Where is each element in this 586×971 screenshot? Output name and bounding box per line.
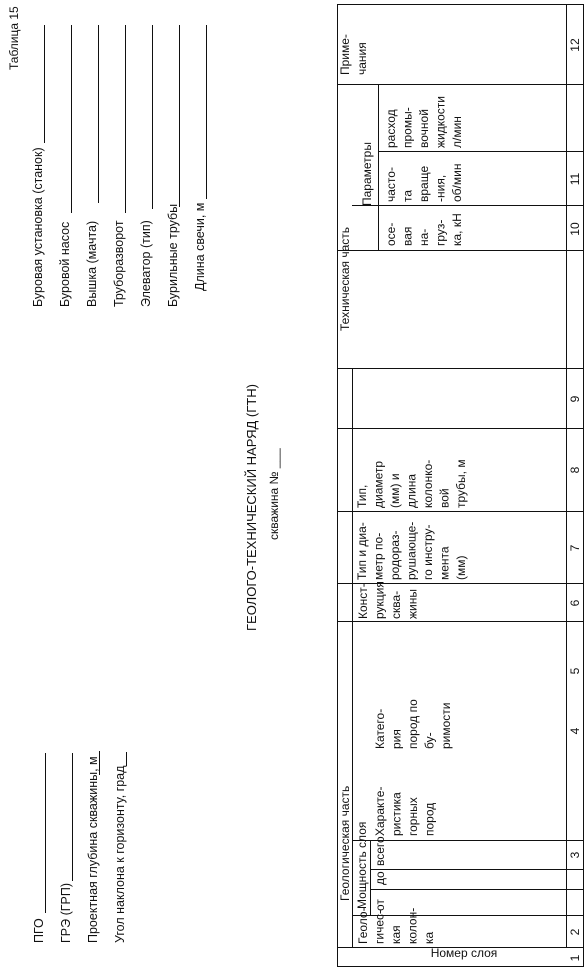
column-number-2: 2 (568, 928, 582, 936)
field-design-depth: Проектная глубина скважины, м (86, 756, 100, 943)
group-geology-header: Геологическая часть (338, 785, 352, 901)
well-number: скважина № ___ (267, 448, 281, 540)
column-number-1: 1 (568, 954, 582, 962)
column-number-6: 6 (568, 599, 582, 607)
column-number-8: 8 (568, 466, 582, 474)
well-construction-header: Конст- рукция сква- жины (356, 581, 420, 619)
column-number-11: 11 (568, 172, 582, 186)
field-stand-length: Длина свечи, м (193, 202, 207, 291)
rotation-frequency-header: часто- та враще -ния, об/мин (384, 163, 464, 202)
notes-header-line2: чания (355, 42, 369, 75)
rock-cutting-tool-header: Тип и диа- метр по- родораз- рушающе- го инстру- мента (мм) (355, 521, 468, 580)
layer-thickness-header: Мощность слоя (355, 821, 369, 909)
field-elevator: Элеватор (тип) (139, 220, 153, 307)
field-pipe-spinner: Труборазворот (112, 220, 126, 307)
layer-number-header: Номер слоя (430, 946, 498, 960)
core-pipe-header: Тип, диаметр (мм) и длина колонко- вой трубы, м (355, 459, 468, 508)
thickness-from: от (373, 899, 387, 911)
field-inclination: Угол наклона к горизонту, град (113, 765, 127, 943)
column-number-7: 7 (568, 544, 582, 552)
parameters-header: Параметры (360, 142, 374, 206)
thickness-to: до (373, 871, 387, 885)
column-number-9: 9 (568, 395, 582, 403)
thickness-total: всего (373, 836, 387, 866)
table-caption: Таблица 15 (7, 6, 21, 70)
column-number-3: 3 (568, 851, 582, 859)
notes-header: Приме- (338, 34, 352, 75)
column-number-4: 4 (568, 727, 582, 735)
field-mud-pump: Буровой насос (58, 221, 72, 307)
column-number-12: 12 (568, 38, 582, 52)
geo-column-header: Геоло- гичес- кая колон- ка (356, 907, 436, 944)
field-drill-rig: Буровая установка (станок) (31, 147, 45, 307)
axial-load-header: осе- вая на- груз- ка, кН (384, 213, 464, 246)
document-title: ГЕОЛОГО-ТЕХНИЧЕСКИЙ НАРЯД (ГТН) (244, 384, 259, 631)
field-pgo: ПГО (32, 918, 46, 943)
drillability-category-header: Катего- рия пород по бу- римости (373, 699, 453, 749)
group-technical-header: Техническая часть (338, 226, 352, 331)
column-number-5: 5 (568, 667, 582, 675)
rock-characteristics-header: Характе- ристика горных пород (373, 786, 437, 836)
column-number-10: 10 (568, 222, 582, 236)
flush-flow-header: расход промы- вочной жидкости л/мин (384, 96, 464, 148)
field-derrick: Вышка (мачта) (85, 220, 99, 307)
field-drill-pipes: Бурильные трубы (166, 203, 180, 307)
field-gre: ГРЭ (ГРП) (59, 883, 73, 943)
